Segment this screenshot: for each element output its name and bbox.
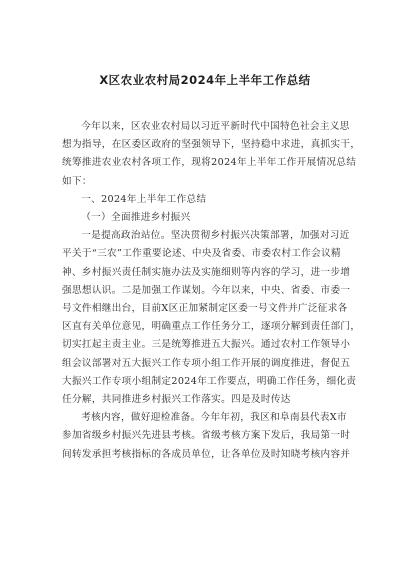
text-line: 如下： [62,175,92,187]
text-line: 今年以来，区农业农村局以习近平新时代中国特色社会主义思 [81,121,350,132]
text-line: 大振兴工作专项小组制定2024年工作要点，明确工作任务，细化责 [62,375,357,387]
paragraph-2 [62,409,358,464]
document-title: X区农业农村局2024年上半年工作总结 [99,73,311,87]
text-line: 平关于“三农”工作重要论述、中央及省委、市委农村工作会议精 [62,248,341,260]
text-line: 神、乡村振兴责任制实施办法及实施细则等内容的学习，进一步增 [62,266,351,278]
text-line: 统筹推进农业农村各项工作，现将2024年上半年工作开展情况总结 [62,157,357,169]
text-line: 区直有关单位意见，明确重点工作任务分工，逐项分解到责任部门， [62,321,361,333]
text-line: 号文件相继出台，目前X区正加紧制定区委一号文件并广泛征求各 [62,303,348,315]
text-line: 切实扛起主责主业。三是统筹推进五大振兴。通过农村工作领导小 [62,339,351,351]
text-line: 间转发承担考核指标的各成员单位，让各单位及时知晓考核内容并 [62,448,351,460]
intro-paragraph [62,118,361,191]
section-heading-2: （一）全面推进乡村振兴 [81,212,191,224]
text-line: 想为指导，在区委区政府的坚强领导下，坚持稳中求进，真抓实干， [62,139,361,151]
text-line: 任分解，共同推进乡村振兴工作落实。四是及时传达 [62,394,291,406]
text-line: 组会议部署对五大振兴工作专项小组工作开展的调度推进，督促五 [62,357,351,369]
text-line: 考核内容，做好迎检准备。今年年初，我区和阜南县代表X市 [81,412,347,424]
section-heading-1: 一、2024年上半年工作总结 [81,193,207,205]
text-line: 强思想认识。二是加强工作谋划。今年以来，中央、省委、市委一 [62,284,351,296]
paragraph-1 [62,227,361,409]
text-line: 参加省级乡村振兴先进县考核。省级考核方案下发后，我局第一时 [62,430,351,442]
text-line: 一是提高政治站位。坚决贯彻乡村振兴决策部署，加强对习近 [81,230,350,242]
document-body [62,118,361,464]
